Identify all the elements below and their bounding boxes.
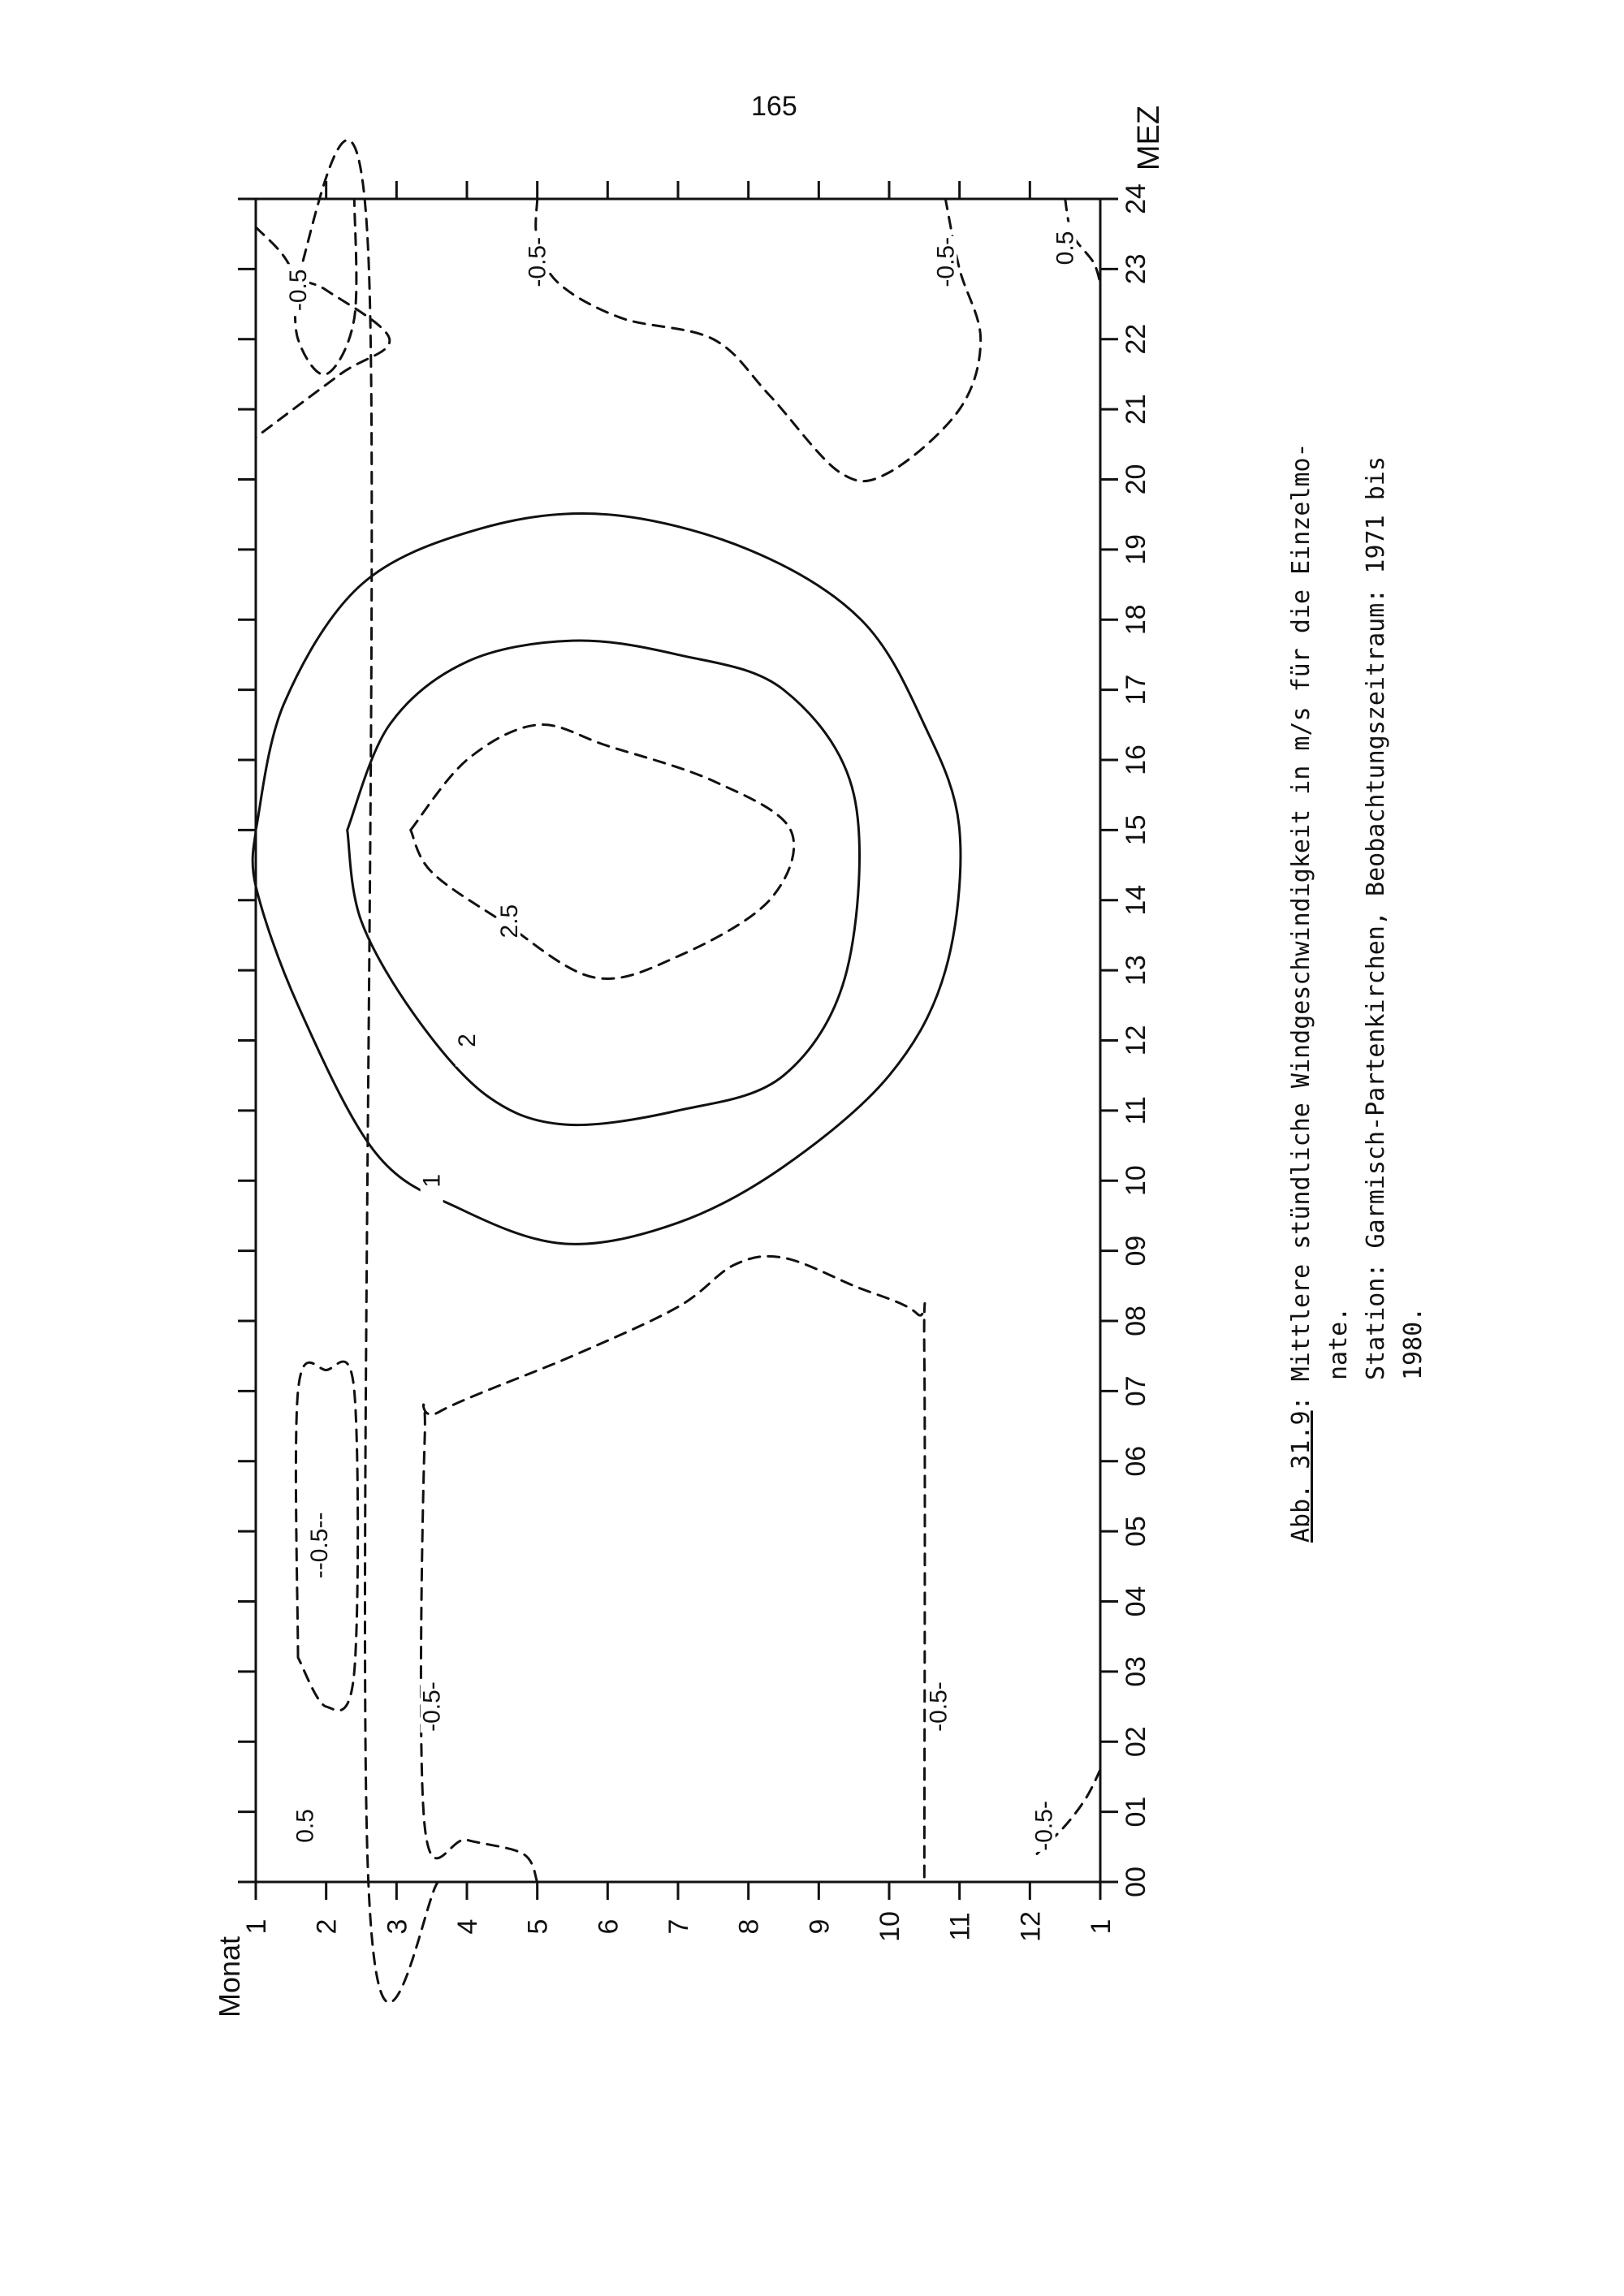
hour-tick-label: 03 — [1121, 1655, 1151, 1687]
contour-label: 0.5 — [1052, 231, 1079, 265]
month-axis-title: Monat — [213, 1936, 246, 2018]
contour-lines — [253, 140, 1100, 2003]
hour-tick-label: 16 — [1121, 744, 1151, 775]
month-tick-label: 5 — [522, 1918, 554, 1935]
month-tick-label: 9 — [804, 1918, 836, 1935]
month-tick-label: 1 — [1086, 1918, 1116, 1935]
hour-tick-label: 04 — [1121, 1586, 1151, 1617]
contour-labels — [285, 222, 1079, 1851]
axes — [238, 181, 1118, 1900]
hour-tick-label: 07 — [1121, 1375, 1151, 1407]
hour-tick-label: 05 — [1121, 1516, 1151, 1547]
hour-tick-label: 01 — [1121, 1796, 1151, 1828]
contour-label: 2.5 — [496, 904, 523, 939]
month-tick-label: 3 — [382, 1918, 413, 1935]
caption-line-1 — [1283, 244, 1320, 1543]
contour-label: -0.5 — [285, 269, 312, 312]
contour-label: 0.5 — [292, 1809, 319, 1843]
hour-tick-label: 19 — [1121, 533, 1151, 565]
figure-caption — [1283, 244, 1432, 1543]
month-tick-label: 6 — [593, 1918, 624, 1935]
contour-line-0-5 — [418, 1256, 925, 1882]
hour-tick-label: 14 — [1121, 884, 1151, 916]
caption-label: Abb. 31.9 — [1287, 1410, 1315, 1543]
month-tick-label: 10 — [875, 1911, 905, 1942]
contour-label: --0.5-- — [306, 1512, 333, 1579]
hour-tick-label: 11 — [1121, 1096, 1151, 1125]
hour-tick-label: 10 — [1121, 1165, 1151, 1197]
caption-line-3: Station: Garmisch-Partenkirchen, Beobachtungszeitraum: 1971 bis — [1362, 456, 1390, 1380]
contour-label: -0.5- — [932, 236, 960, 287]
caption-line-4: 1980. — [1399, 1306, 1427, 1380]
month-tick-label: 11 — [944, 1912, 976, 1941]
hour-tick-label: 22 — [1121, 323, 1151, 355]
hour-tick-label: 13 — [1121, 955, 1151, 986]
hour-tick-label: 18 — [1121, 604, 1151, 636]
hour-tick-label: 00 — [1121, 1867, 1151, 1897]
hour-tick-label: 06 — [1121, 1445, 1151, 1477]
contour-label: -0.5- — [524, 236, 551, 287]
hour-tick-label: 08 — [1121, 1306, 1151, 1336]
contour-label: -0.5- — [1030, 1801, 1058, 1851]
hour-tick-label: 24 — [1121, 183, 1151, 214]
hour-axis-title: MEZ — [1132, 105, 1166, 171]
hour-tick-label: 12 — [1121, 1025, 1151, 1056]
hour-tick-label: 17 — [1121, 674, 1151, 706]
tick-labels — [213, 106, 1166, 2018]
month-tick-label: 2 — [311, 1918, 343, 1935]
contour-label: 2 — [454, 1034, 481, 1047]
contour-line-2 — [348, 641, 860, 1125]
contour-label: -0.5- — [925, 1681, 952, 1732]
hour-tick-label: 20 — [1121, 464, 1151, 495]
hour-tick-label: 09 — [1121, 1235, 1151, 1267]
page-number: 165 — [751, 91, 797, 122]
month-tick-label: 4 — [452, 1918, 483, 1935]
contour-line-0-5 — [256, 140, 438, 2003]
hour-tick-label: 21 — [1121, 394, 1151, 425]
hour-tick-label: 15 — [1121, 814, 1151, 846]
caption-text-1: : Mittlere stündliche Windgeschwindigkeit in m/s für die Einzelmo- — [1287, 442, 1315, 1411]
contour-line-1 — [253, 513, 961, 1244]
contour-line-2-5 — [411, 724, 794, 978]
plot-frame — [256, 199, 1100, 1882]
month-tick-label: 1 — [241, 1918, 272, 1935]
contour-label: 1 — [418, 1173, 446, 1188]
month-tick-label: 12 — [1015, 1911, 1047, 1942]
month-tick-label: 7 — [663, 1918, 694, 1935]
hour-tick-label: 02 — [1121, 1726, 1151, 1758]
month-tick-label: 8 — [733, 1918, 765, 1935]
contour-line-0-5 — [536, 199, 981, 481]
caption-line-2: nate. — [1324, 1306, 1353, 1380]
contour-label: -0.5- — [418, 1681, 446, 1732]
hour-tick-label: 23 — [1121, 253, 1151, 285]
